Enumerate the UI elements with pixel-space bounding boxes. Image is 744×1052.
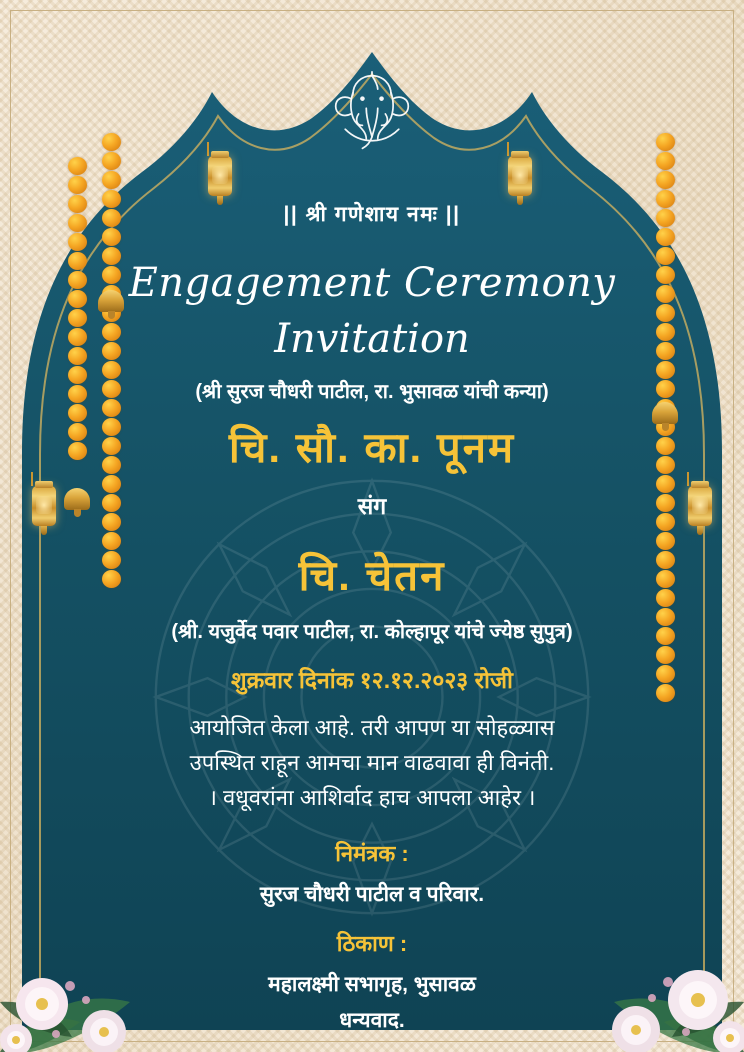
ceremony-title-line1: Engagement Ceremony <box>128 260 616 306</box>
invitation-body-line1: आयोजित केला आहे. तरी आपण या सोहळ्यास <box>189 715 555 740</box>
ganesha-icon <box>324 70 420 156</box>
brass-bell-icon <box>64 488 90 517</box>
bride-parent-text: (श्री सुरज चौधरी पाटील, रा. भुसावळ यांची कन्या) <box>195 381 549 403</box>
invitation-body-line2: उपस्थित राहून आमचा मान वाढवावा ही विनंती. <box>189 750 555 775</box>
brass-bell-icon <box>652 402 678 431</box>
bride-name: चि. सौ. का. पूनम <box>228 424 516 471</box>
thanks-text: धन्यवाद. <box>339 1009 405 1032</box>
conjunction-text: संग <box>357 493 387 519</box>
invocation-text: || श्री गणेशाय नमः || <box>283 203 461 226</box>
marigold-garland-icon <box>66 156 88 461</box>
groom-name: चि. चेतन <box>298 552 446 599</box>
venue-label: ठिकाण : <box>336 931 408 956</box>
ceremony-title-line2: Invitation <box>274 316 470 362</box>
event-date-text: शुक्रवार दिनांक १२.१२.२०२३ रोजी <box>230 667 514 693</box>
groom-parent-text: (श्री. यजुर्वेद पवार पाटील, रा. कोल्हापूर यांचे ज्येष्ठ सुपुत्र) <box>171 621 573 643</box>
floral-corner-icon <box>514 882 744 1052</box>
floral-corner-icon <box>0 882 230 1052</box>
host-label: निमंत्रक : <box>335 841 409 866</box>
invitation-content <box>22 22 722 1030</box>
brass-bell-icon <box>98 290 124 319</box>
invitation-body-line3: । वधूवरांना आशिर्वाद हाच आपला आहेर । <box>208 785 536 810</box>
venue-name: महालक्ष्मी सभागृह, भुसावळ <box>268 973 476 996</box>
marigold-garland-icon <box>100 132 122 589</box>
host-name: सुरज चौधरी पाटील व परिवार. <box>259 883 485 906</box>
